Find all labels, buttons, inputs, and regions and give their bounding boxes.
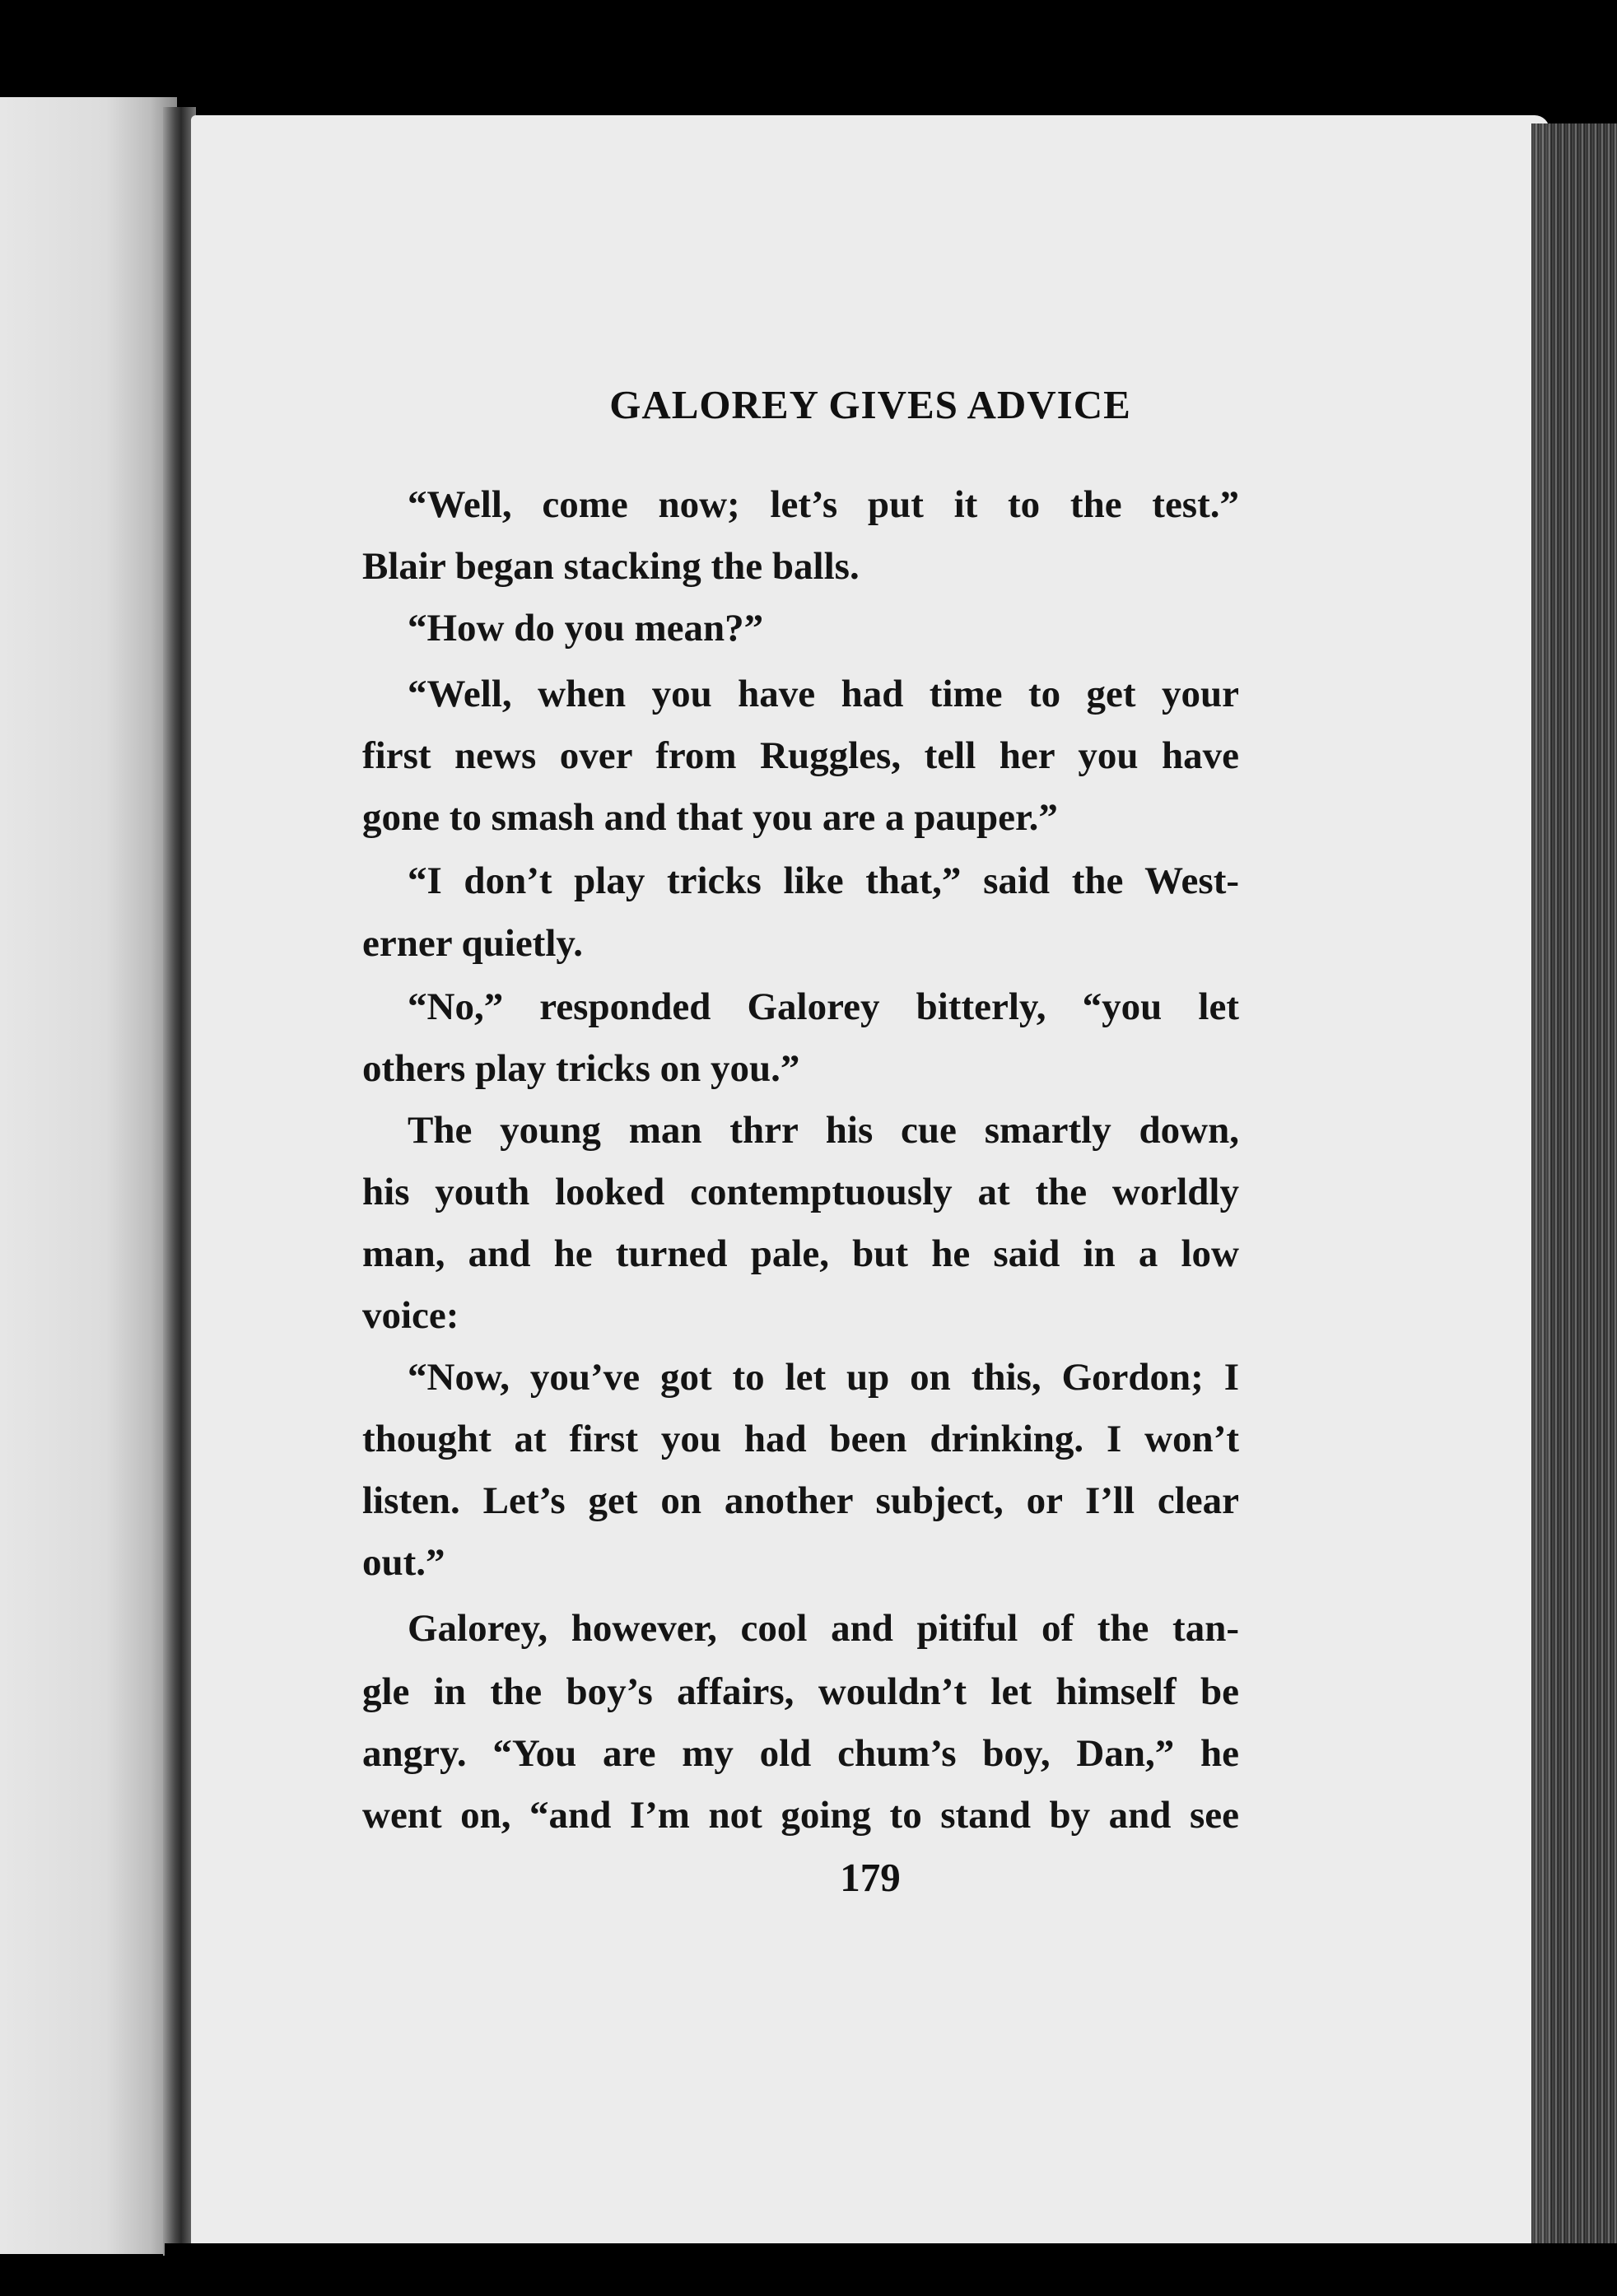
page-number: 179 (840, 1855, 901, 1900)
text-line: “No,” responded Galorey bitterly, “you let (408, 985, 1239, 1028)
text-line: thought at first you had been drinking. I won’t (362, 1418, 1239, 1460)
text-line: Blair began stacking the balls. (362, 545, 860, 588)
text-line: The young man thrr his cue smartly down, (408, 1109, 1239, 1152)
text-line: out.” (362, 1541, 445, 1584)
text-line: angry. “You are my old chum’s boy, Dan,” he (362, 1732, 1239, 1775)
text-line: Galorey, however, cool and pitiful of the tan- (408, 1607, 1239, 1650)
text-line: “Well, come now; let’s put it to the test.” (408, 483, 1239, 526)
running-head: GALOREY GIVES ADVICE (609, 382, 1131, 427)
text-line: listen. Let’s get on another subject, or I’ll clear (362, 1479, 1239, 1522)
text-line: gone to smash and that you are a pauper.” (362, 796, 1058, 839)
text-line: his youth looked contemptuously at the worldly (362, 1171, 1239, 1213)
text-line: voice: (362, 1294, 459, 1337)
bottom-shadow (165, 2243, 1617, 2296)
text-line: first news over from Ruggles, tell her you have (362, 734, 1239, 777)
facing-page-edge (0, 97, 177, 2254)
page-fore-edge (1531, 123, 1617, 2256)
text-line: erner quietly. (362, 922, 584, 965)
text-line: “Well, when you have had time to get your (408, 673, 1239, 715)
text-line: others play tricks on you.” (362, 1047, 800, 1090)
text-line: went on, “and I’m not going to stand by and see (362, 1794, 1239, 1837)
text-line: man, and he turned pale, but he said in a low (362, 1232, 1239, 1275)
text-line: “I don’t play tricks like that,” said the West- (408, 859, 1239, 902)
text-line: gle in the boy’s affairs, wouldn’t let himself be (362, 1670, 1239, 1713)
text-line: “Now, you’ve got to let up on this, Gordon; I (408, 1356, 1239, 1399)
text-line: “How do you mean?” (408, 607, 764, 650)
